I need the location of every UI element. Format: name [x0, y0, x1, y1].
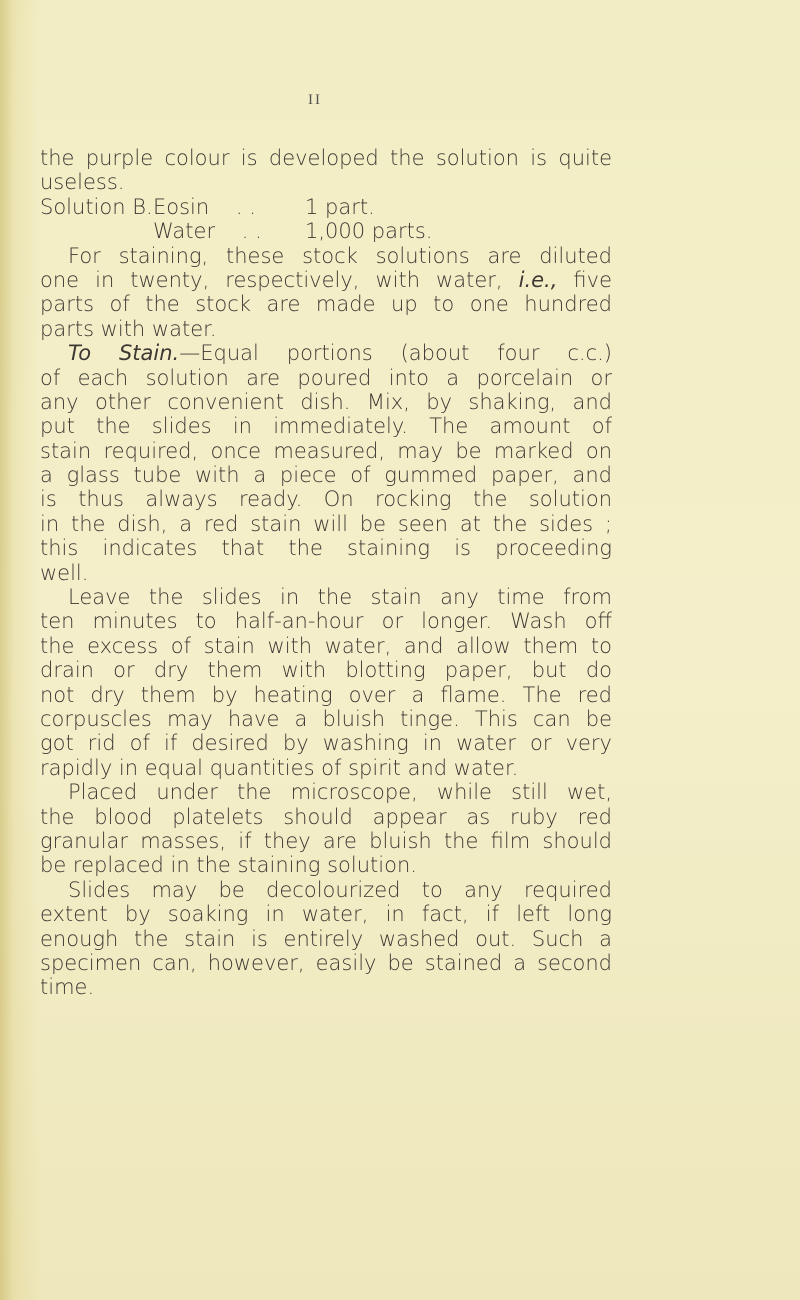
solution-row	[40, 195, 612, 219]
text-line: be replaced in the staining solution.	[40, 853, 417, 878]
ingredient-amount: 1,000 parts.	[305, 219, 433, 244]
text-line: ten minutes to half-an-hour or longer. Wash off	[40, 609, 612, 634]
text-line: is thus always ready. On rocking the solution	[40, 487, 612, 512]
text-line: well.	[40, 560, 89, 585]
page-number: II	[308, 92, 322, 108]
text-line: in the dish, a red stain will be seen at the sides ;	[40, 511, 612, 536]
text-line: rapidly in equal quantities of spirit and water.	[40, 755, 519, 780]
text-line: got rid of if desired by washing in water or very	[40, 731, 612, 756]
text-line: To Stain.—Equal portions (about four c.c.)	[68, 341, 612, 366]
ingredient-amount: 1 part.	[305, 194, 375, 219]
text-line: Slides may be decolourized to any required	[68, 877, 612, 902]
ingredient-name: Eosin . .	[153, 194, 256, 219]
text-line: put the slides in immediately. The amount of	[40, 414, 612, 439]
text-line: Leave the slides in the stain any time from	[68, 585, 612, 610]
text-line: Placed under the microscope, while still wet,	[68, 780, 612, 805]
solution-label: Solution B.	[40, 194, 153, 219]
text-line: extent by soaking in water, in fact, if left long	[40, 902, 612, 927]
text-line: granular masses, if they are bluish the film should	[40, 828, 612, 853]
ingredient-name: Water . .	[153, 219, 262, 244]
solution-row	[40, 219, 612, 243]
text-line: For staining, these stock solutions are diluted	[68, 243, 612, 268]
text-line: the excess of stain with water, and allow them to	[40, 633, 612, 658]
text-line: the purple colour is developed the solution is quite	[40, 146, 612, 170]
text-line: this indicates that the staining is proceeding	[40, 536, 612, 561]
text-line: any other convenient dish. Mix, by shaking, and	[40, 389, 612, 414]
text-line: a glass tube with a piece of gummed paper, and	[40, 463, 612, 488]
text-line: parts with water.	[40, 316, 217, 341]
text-line: parts of the stock are made up to one hundred	[40, 292, 612, 317]
body-text	[40, 146, 612, 1000]
text-line: of each solution are poured into a porcelain or	[40, 365, 612, 390]
text-line: useless.	[40, 170, 125, 195]
text-line: time.	[40, 975, 95, 1000]
section-heading: To Stain.	[68, 341, 180, 366]
text-line: stain required, once measured, may be marked on	[40, 438, 612, 463]
text-line: enough the stain is entirely washed out. Such a	[40, 926, 612, 951]
text-line: not dry them by heating over a flame. The red	[40, 682, 612, 707]
text-line: drain or dry them with blotting paper, but do	[40, 658, 612, 683]
text-line: specimen can, however, easily be stained a second	[40, 950, 612, 975]
text-line: the blood platelets should appear as ruby red	[40, 804, 612, 829]
text-line: one in twenty, respectively, with water, i.e., five	[40, 267, 612, 292]
text-line: corpuscles may have a bluish tinge. This can be	[40, 706, 612, 731]
